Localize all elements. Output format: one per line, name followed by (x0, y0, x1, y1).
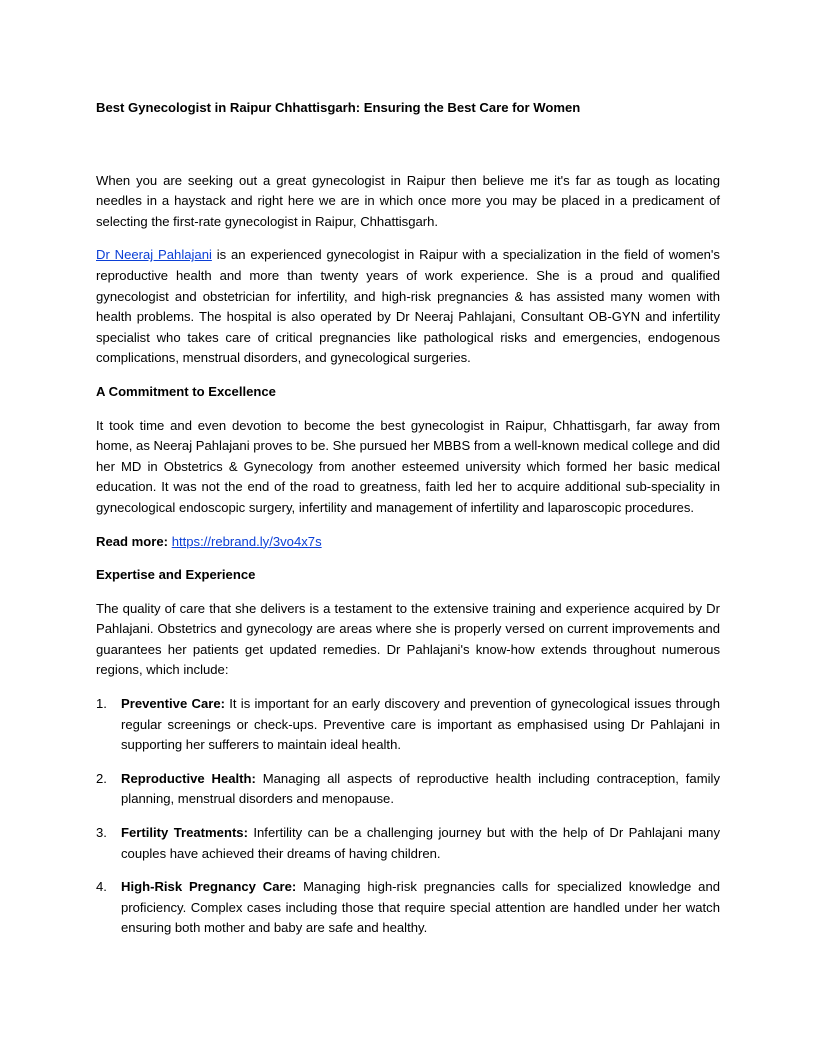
list-item-number: 4. (96, 879, 107, 895)
list-item-number: 1. (96, 696, 107, 712)
doctor-profile-link[interactable]: Dr Neeraj Pahlajani (96, 247, 212, 263)
about-text: is an experienced gynecologist in Raipur with a specialization in the field of women's reproductive health and more than twenty years of work experience. She is a proud and qualified gynecologist and obstetrician for infertility, and high-risk pregnancies & has assisted many women with health problems. The hospital is also operated by Dr Neeraj Pahlajani, Consultant OB-GYN and infertility specialist who takes care of critical pregnancies like pathological risks and emergencies, endogenous complications, menstrual disorders, and gynecological surgeries. (96, 247, 720, 366)
read-more-line (96, 532, 720, 553)
list-item (96, 769, 720, 810)
list-item-text: Managing all aspects of reproductive health including contraception, family planning, menstrual disorders and menopause. (121, 770, 720, 807)
list-item-text: It is important for an early discovery and prevention of gynecological issues through regular screenings or check-ups. Preventive care is important as emphasised using Dr Pahlajani in supporting her sufferers to maintain ideal health. (121, 696, 720, 753)
list-item-label: Reproductive Health: (121, 770, 256, 786)
intro-paragraph: When you are seeking out a great gynecologist in Raipur then believe me it's far as tough as locating needles in a haystack and right here we are in which once more you may be placed in a predicament of selecting the first-rate gynecologist in Raipur, Chhattisgarh. (96, 172, 720, 229)
document-page (96, 86, 720, 939)
commitment-heading: A Commitment to Excellence (96, 383, 276, 399)
list-item-label: Preventive Care: (121, 696, 225, 712)
expertise-heading: Expertise and Experience (96, 567, 256, 583)
document-title: Best Gynecologist in Raipur Chhattisgarh: Ensuring the Best Care for Women (96, 100, 581, 115)
expertise-list (96, 694, 720, 939)
about-paragraph (96, 245, 720, 369)
read-more-link[interactable]: https://rebrand.ly/3vo4x7s (171, 533, 322, 549)
list-item-label: Fertility Treatments: (121, 825, 248, 841)
list-item (96, 877, 720, 939)
list-item-number: 3. (96, 825, 107, 841)
list-item-text: Managing high-risk pregnancies calls for specialized knowledge and proficiency. Complex cases including those that require special attention are handled under her watch ensuring both mother and baby are safe and healthy. (121, 879, 721, 936)
expertise-paragraph: The quality of care that she delivers is a testament to the extensive training and experience acquired by Dr Pahlajani. Obstetrics and gynecology are areas where she is properly versed on current improvements and guarantees her patients get updated remedies. Dr Pahlajani's know-how extends throughout numerous regions, which include: (96, 600, 720, 678)
list-item (96, 694, 720, 756)
list-item-text: Infertility can be a challenging journey but with the help of Dr Pahlajani many couples have achieved their dreams of having children. (121, 825, 720, 861)
commitment-paragraph: It took time and even devotion to become the best gynecologist in Raipur, Chhattisgarh, far away from home, as Neeraj Pahlajani proves to be. She pursued her MBBS from a well-known medical college and did her MD in Obstetrics & Gynecology from another esteemed university which formed her basic medical education. It was not the end of the road to greatness, faith led her to acquire additional sub-speciality in gynecological endoscopic surgery, infertility and management of infertility and laparoscopic procedures. (96, 417, 720, 515)
list-item (96, 823, 720, 864)
list-item-number: 2. (96, 770, 107, 786)
read-more-label: Read more: (96, 533, 169, 549)
list-item-label: High-Risk Pregnancy Care: (121, 879, 297, 895)
